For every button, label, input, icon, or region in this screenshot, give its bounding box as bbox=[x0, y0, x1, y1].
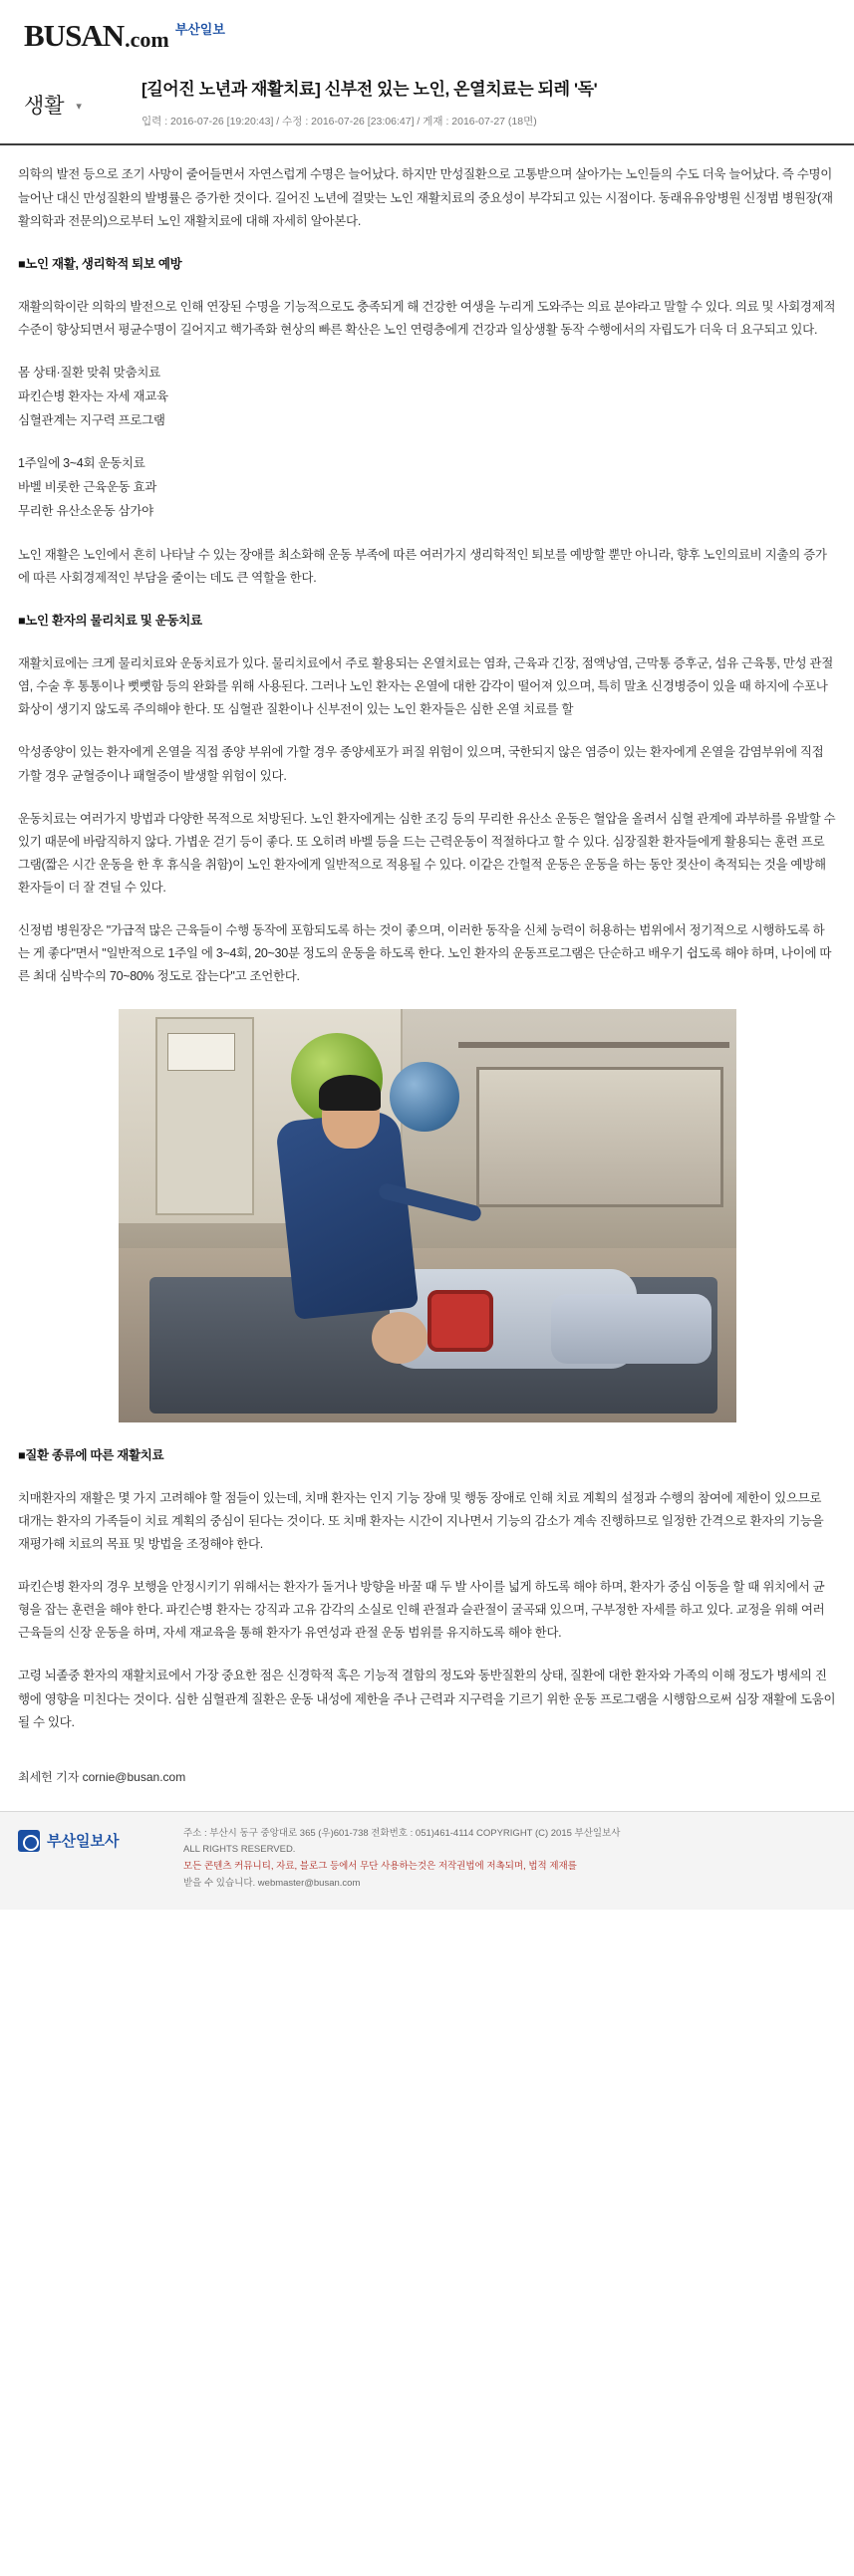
article-paragraph-6: 신정범 병원장은 "가급적 많은 근육들이 수행 동작에 포함되도록 하는 것이 좋으며, 이러한 동작을 신체 능력이 허용하는 범위에서 정기적으로 시행하도록 하는 게 좋다"면서 "일반적으로 1주일 에 3~4회, 20~30분 정도의 운동을 하도록 한다. 노인 환자의 운동프로그램은 단순하고 배우기 쉽도록 해야 하며, 나이에 따른 최대 심박수의 70~80% 정도로 잡는다"고 조언한다. bbox=[18, 923, 832, 984]
article-byline: 입력 : 2016-07-26 [19:20:43] / 수정 : 2016-07-26 [23:06:47] / 게재 : 2016-07-27 (18면) bbox=[142, 115, 537, 128]
article-paragraph-2: 노인 재활은 노인에서 흔히 나타날 수 있는 장애를 최소화해 운동 부족에 따른 여러가지 생리학적인 퇴보를 예방할 뿐만 아니라, 향후 노인의료비 지출의 증가에 따른 사회경제적인 부담을 줄이는 데도 큰 역할을 한다. bbox=[18, 547, 827, 585]
summary-point: 1주일에 3~4회 운동치료 bbox=[18, 456, 145, 471]
chevron-down-icon: ▾ bbox=[76, 101, 82, 113]
summary-point: 무리한 유산소운동 삼가야 bbox=[18, 503, 153, 518]
summary-point: 몸 상태·질환 맞춰 맞춤치료 bbox=[18, 366, 160, 381]
footer-legal-text bbox=[183, 1826, 836, 1893]
footer-contact-line: 받을 수 있습니다. webmaster@busan.com bbox=[183, 1877, 361, 1889]
title-wrap bbox=[142, 68, 830, 129]
article-paragraph-8: 파킨슨병 환자의 경우 보행을 안정시키기 위해서는 환자가 돌거나 방향을 바꿀 때 두 발 사이를 넓게 하도록 해야 하며, 환자가 중심 이동을 할 때 위치에서 균형을 잡는 훈련을 해야 한다. 파킨슨병 환자는 강직과 고유 감각의 소실로 인해 관절과 슬관절이 굴곡돼 있으며, 구부정한 자세를 하고 있다. 교정을 위해 여러 근육들의 신장 운동을 하며, 자세 재교육을 통해 환자가 유연성과 관절 운동 범위를 유지하도록 해야 한다. bbox=[18, 1580, 825, 1641]
footer-logo-text: 부산일보사 bbox=[47, 1834, 120, 1851]
footer-logo[interactable] bbox=[18, 1826, 167, 1852]
article-paragraph-4: 악성종양이 있는 환자에게 온열을 직접 종양 부위에 가할 경우 종양세포가 퍼질 위험이 있으며, 국한되지 않은 염증이 있는 환자에게 온열을 감염부위에 직접 가할 경우 균혈증이나 패혈증이 발생할 위험이 있다. bbox=[18, 745, 824, 783]
reporter-byline: 최세헌 기자 cornie@busan.com bbox=[18, 1769, 186, 1784]
summary-points-2 bbox=[18, 452, 836, 523]
article-paragraph-3: 재활치료에는 크게 물리치료와 운동치료가 있다. 물리치료에서 주로 활용되는 온열치료는 염좌, 근육과 긴장, 점액낭염, 근막통 증후군, 섬유 근육통, 만성 관절염, 수술 후 통통이나 뻣뻣함 등의 완화를 위해 사용된다. 그러나 노인 환자는 온열에 대한 감각이 떨어져 있으며, 특히 말초 신경병증이 있을 때 하지에 수포나 화상이 생기지 않도록 주의해야 한다. 또 심혈관 질환이나 신부전이 있는 노인 환자들은 심한 온열 치료를 할 bbox=[18, 656, 833, 717]
logo-busan-text: BUSAN bbox=[24, 18, 125, 53]
article-paragraph-5: 운동치료는 여러가지 방법과 다양한 목적으로 처방된다. 노인 환자에게는 심한 조깅 등의 무리한 유산소 운동은 혈압을 올려서 심혈 관계에 과부하를 유발할 수 있기 때문에 바람직하지 않다. 가볍운 걷기 등이 좋다. 또 오히려 바벨 등을 드는 근력운동이 적절하다고 할 수 있다. 심장질환 환자들에게 활용되는 훈련 프로그램(짧은 시간 운동을 한 후 휴식을 취함)이 노인 환자에게 일반적으로 적용될 수 있다. 이같은 간헐적 운동은 운동을 하는 동안 젖산이 축적되는 것을 예방해 환자들이 더 잘 견딜 수 있다. bbox=[18, 811, 836, 896]
photo-therapist-hair bbox=[319, 1075, 381, 1111]
photo-back-brace bbox=[427, 1290, 493, 1352]
photo-patient-head bbox=[372, 1312, 427, 1364]
summary-point: 바벨 비롯한 근육운동 효과 bbox=[18, 480, 157, 495]
footer-rights-line: ALL RIGHTS RESERVED. bbox=[183, 1844, 296, 1856]
photo-patient-legs bbox=[551, 1294, 712, 1365]
section-selector[interactable] bbox=[24, 68, 142, 120]
article-lead: 의학의 발전 등으로 조기 사망이 줄어들면서 자연스럽게 수명은 늘어났다. 하지만 만성질환으로 고통받으며 살아가는 노인들의 수도 더욱 늘어났다. 즉 수명이 늘어난 대신 만성질환의 발병률은 증가한 것이다. 길어진 노년에 걸맞는 노인 재활치료의 중요성이 부각되고 있는 시점이다. 동래유유앙병원 신정범 병원장(재활의학과 전문의)으로부터 노인 재활치료에 대해 자세히 알아본다. bbox=[18, 167, 833, 228]
article-photo-wrap bbox=[18, 1009, 836, 1422]
site-footer bbox=[0, 1811, 854, 1911]
footer-copyright-warning: 모든 콘텐츠 커뮤니티, 자료, 블로그 등에서 무단 사용하는것은 저작권법에 저촉되며, 법적 제재를 bbox=[183, 1861, 577, 1873]
photo-window bbox=[476, 1067, 723, 1207]
article-subheading-1: ■노인 재활, 생리학적 퇴보 예방 bbox=[18, 256, 182, 271]
photo-wall-sign bbox=[167, 1033, 235, 1070]
footer-address-line: 주소 : 부산시 동구 중앙대로 365 (우)601-738 전화번호 : 051)461-4114 COPYRIGHT (C) 2015 부산일보사 bbox=[183, 1827, 621, 1839]
summary-point: 파킨슨병 환자는 자세 재교육 bbox=[18, 388, 168, 403]
article-subheading-3: ■질환 종류에 따른 재활치료 bbox=[18, 1447, 164, 1462]
summary-points-1 bbox=[18, 362, 836, 432]
logo-korean-text: 부산일보 bbox=[174, 22, 225, 37]
page-title: [길어진 노년과 재활치료] 신부전 있는 노인, 온열치료는 되레 '독' bbox=[142, 80, 598, 99]
article-paragraph-7: 치매환자의 재활은 몇 가지 고려해야 할 점들이 있는데, 치매 환자는 인지 기능 장애 및 행동 장애로 인해 치료 계획의 설정과 수행의 참여에 제한이 있으므로 대개는 환자의 가족들이 치료 계획의 중심이 된다는 것이다. 또 치매 환자는 시간이 지나면서 기능의 감소가 계속 진행하므로 일정한 간격으로 환자의 기능을 재평가해 치료의 목표 및 방법을 조정해야 한다. bbox=[18, 1490, 824, 1551]
section-label-text: 생활 bbox=[24, 95, 65, 118]
article-paragraph-1: 재활의학이란 의학의 발전으로 인해 연장된 수명을 기능적으로도 충족되게 해 건강한 여생을 누리게 도와주는 의료 분야라고 말할 수 있다. 의료 및 사회경제적 수준이 향상되면서 평균수명이 길어지고 핵가족화 현상의 빠른 확산은 노인 연령층에게 건강과 일상생활 동작 수행에서의 자립도가 더욱 더 요구되고 있다. bbox=[18, 299, 836, 338]
article-body bbox=[0, 145, 854, 1763]
logo-dotcom-text: .com bbox=[125, 27, 169, 52]
site-logo[interactable] bbox=[24, 18, 830, 54]
masthead bbox=[0, 0, 854, 64]
article-subheading-2: ■노인 환자의 물리치료 및 운동치료 bbox=[18, 613, 202, 628]
photo-wall-rail bbox=[458, 1042, 730, 1048]
title-bar bbox=[0, 64, 854, 145]
summary-point: 심혈관계는 지구력 프로그램 bbox=[18, 412, 165, 427]
article-paragraph-9: 고령 뇌졸중 환자의 재활치료에서 가장 중요한 점은 신경학적 혹은 기능적 결함의 정도와 동반질환의 상태, 질환에 대한 환자와 가족의 이해 정도가 병세의 진행에 영향을 미친다는 것이다. 심한 심혈관계 질환은 운동 내성에 제한을 주나 근력과 지구력을 기르기 위한 운동 프로그램을 시행함으로써 심장 재활에 도움이 될 수 있다. bbox=[18, 1669, 836, 1729]
article-photo bbox=[119, 1009, 736, 1422]
busan-ilbo-mark-icon bbox=[18, 1830, 40, 1852]
